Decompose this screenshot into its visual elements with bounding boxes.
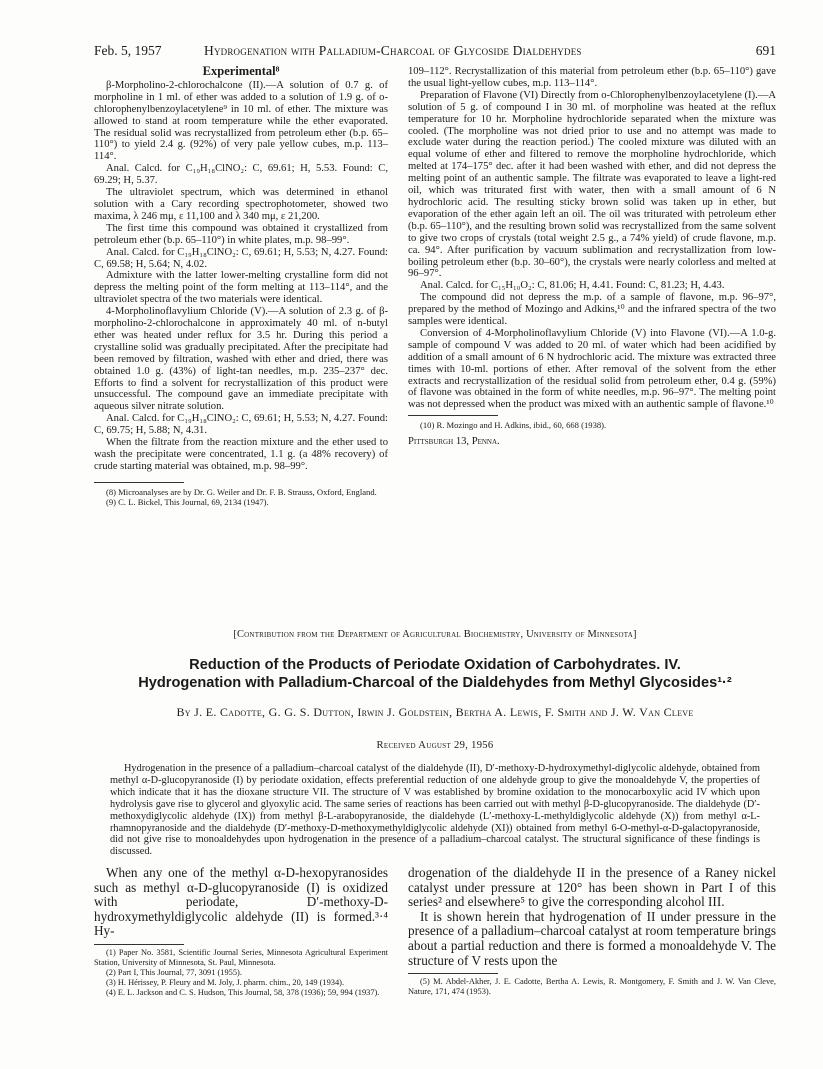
title-line-1: Reduction of the Products of Periodate Oxidation of Carbohydrates. IV. [189, 657, 681, 673]
paragraph: Anal. Calcd. for C₁₅H₁₀O₂: C, 81.06; H, 4.41. Found: C, 81.23; H, 4.43. [420, 280, 725, 292]
footnote: (8) Microanalyses are by Dr. G. Weiler and Dr. F. B. Strauss, Oxford, England. [106, 486, 377, 497]
body-left-column [94, 866, 388, 998]
footnote-rule [94, 482, 184, 483]
received-date: Received August 29, 1956 [376, 740, 494, 751]
contribution-line: [Contribution from the Department of Agricultural Biochemistry, University of Minnesota] [233, 629, 637, 640]
page-number: 691 [755, 43, 776, 58]
left-column [94, 66, 388, 507]
footnote-rule [408, 973, 498, 974]
paragraph: 4-Morpholinoflavylium Chloride (V).—A solution of 2.3 g. of β-morpholino-2-chlorochalcone in approximately 40 ml. of n-butyl ether was heated under reflux for 3.5 hr. During this period a crystalline solid was gradually precipitated. After the precipitate had been removed by filtration, washed with ether and dried, there was obtained 1.0 g. (43%) of light-tan needles, m.p. 235–237° dec. Efforts to find a solvent for recrystallization of this product were unsuccessful. The compound gave an immediate precipitate with aqueous silver nitrate solution. [94, 306, 388, 413]
paragraph: Conversion of 4-Morpholinoflavylium Chloride (V) into Flavone (VI).—A 1.0-g. sample of compound V was added to 20 ml. of water which had been acidified by addition of a small amount of 6 N hydrochloric acid. The mixture was extracted three times with 10-ml. portions of ether. After removal of the solvent from the ether extracts and recrystallization of the residual solid from petroleum ether, 0.4 g. (59%) of flavone was obtained in the form of white needles, m.p. 96–97°. The melting point was not depressed when the product was mixed with an authentic sample of flavone.¹⁰ [408, 327, 776, 411]
footnote: (1) Paper No. 3581, Scientific Journal Series, Minnesota Agricultural Experiment Station, University of Minnesota, St. Paul, Minnesota. [94, 947, 388, 967]
author-list: By J. E. Cadotte, G. G. S. Dutton, Irwin J. Goldstein, Bertha A. Lewis, F. Smith and J. W. Van Cleve [176, 705, 694, 719]
header-title: Hydrogenation with Palladium-Charcoal of Glycoside Dialdehydes [204, 43, 582, 58]
paragraph: Anal. Calcd. for C₁₉H₁₈ClNO₂: C, 69.61; H, 5.53; N, 4.27. Found: C, 69.75; H, 5.88; N, 4.31. [94, 413, 388, 437]
paragraph: When the filtrate from the reaction mixture and the ether used to wash the precipitate were concentrated, 1.1 g. (a 48% recovery) of crude starting material was obtained, m.p. 98–99°. [94, 437, 388, 472]
footnote: (5) M. Abdel-Akher, J. E. Cadotte, Bertha A. Lewis, R. Montgomery, F. Smith and J. W. Van Cleve, Nature, 171, 474 (1953). [408, 977, 776, 997]
paragraph: Preparation of Flavone (VI) Directly from o-Chlorophenylbenzoylacetylene (I).—A solution of 5 g. of compound I in 30 ml. of morpholine was heated at the reflux temperature for 10 hr. Morpholine hydrochloride separated when the mixture was cooled. (The morpholine was not dried prior to use and no attempt was made to exclude water during the reaction period.) The cooled mixture was diluted with an equal volume of ether and filtered to remove the morpholine hydrochloride, which melted at 174–175° dec. after it had been washed with ether, and did not depress the melting point of an authentic sample. The filtrate was evaporated to leave a light-red oil, which was triturated first with water, then with a small amount of 6 N hydrochloric acid. The resulting sticky brown solid was taken up in ether, but evaporation of the ether again left an oil. The oil was triturated with petroleum ether (b.p. 65–110°), and the resulting brown solid was recrystallized from the same solvent to give two crops of crystals (total weight 2.5 g., a 74% yield) of crude flavone, m.p. ca. 94°. After purification by vacuum sublimation and recrystallization from low-boiling petroleum ether (b.p. 30–60°), the crystals were nearly colorless and melted at 96–97°. [408, 89, 776, 280]
article-title [94, 656, 776, 692]
running-header [94, 42, 776, 60]
body-paragraph: When any one of the methyl α-D-hexopyranosides such as methyl α-D-glucopyranoside (I) is oxidized with periodate, D′-methoxy-D-hydroxymethyldiglycolic aldehyde (II) is formed.³·⁴ Hy- [94, 865, 388, 939]
header-date: Feb. 5, 1957 [94, 43, 162, 58]
footnote-rule [408, 415, 498, 416]
footnote: (4) E. L. Jackson and C. S. Hudson, This Journal, 58, 378 (1936); 59, 994 (1937). [106, 987, 380, 997]
paragraph: Anal. Calcd. for C₁₉H₁₈ClNO₂: C, 69.61; H, 5.53; N, 4.27. Found: C, 69.58; H, 5.64; N, 4.02. [94, 246, 388, 270]
paragraph: The compound did not depress the m.p. of a sample of flavone, m.p. 96–97°, prepared by the method of Mozingo and Adkins,¹⁰ and the infrared spectra of the two samples were identical. [408, 292, 776, 328]
body-right-column [408, 866, 776, 997]
body-paragraph: It is shown herein that hydrogenation of II under pressure in the presence of a palladium–charcoal catalyst at room temperature brings about a partial reduction and there is formed a monoaldehyde V. The structure of V rests upon the [408, 908, 776, 968]
footnote: (10) R. Mozingo and H. Adkins, ibid., 60, 668 (1938). [420, 420, 607, 431]
paragraph: Anal. Calcd. for C₁₉H₁₈ClNO₂: C, 69.61; H, 5.53. Found: C, 69.29; H, 5.37. [94, 163, 388, 187]
paragraph: The ultraviolet spectrum, which was determined in ethanol solution with a Cary recording spectrophotometer, showed two maxima, λ 246 mμ, ε 11,100 and λ 340 mμ, ε 21,200. [94, 187, 388, 222]
paragraph: The first time this compound was obtained it crystallized from petroleum ether (b.p. 65–110°) in white plates, m.p. 98–99°. [94, 222, 388, 246]
footnote-rule [94, 944, 184, 945]
section-heading: Experimental⁸ [202, 64, 280, 78]
abstract: Hydrogenation in the presence of a palladium–charcoal catalyst of the dialdehyde (II), D′-methoxy-D-hydroxymethyl-diglycolic aldehyde, obtained from methyl α-D-glucopyranoside (I) by periodate oxidation, effects preferential reduction of one aldehyde group to give the monoaldehyde V, the properties of which indicate that it has the dioxane structure VII. The structure of V was established by bromine oxidation to the monocarboxylic acid IV which upon hydrolysis gave rise to glycerol and glyoxylic acid. The same series of reactions has been carried out with methyl β-D-glucopyranoside. The dialdehyde (D′-methoxydiglycolic aldehyde (IX)) from methyl β-L-arabopyranoside, the dialdehyde (L′-methoxy-L-methyldiglycolic aldehyde (X)) from methyl α-L-rhamnopyranoside and the dialdehyde (D′-methoxy-D-methoxymethyldiglycolic aldehyde (XI)) obtained from methyl 6-O-methyl-α-D-galactopyranoside, did not give rise to monoaldehydes upon hydrogenation in the presence of a palladium–charcoal catalyst. The structural significance of these findings is discussed. [110, 763, 760, 858]
paragraph: Admixture with the latter lower-melting crystalline form did not depress the melting point of the form melting at 113–114°, and the ultraviolet spectra of the two materials were identical. [94, 270, 388, 306]
title-line-2: Hydrogenation with Palladium-Charcoal of the Dialdehydes from Methyl Glycosides¹·² [138, 675, 732, 691]
affiliation-city: Pittsburgh 13, Penna. [408, 436, 500, 448]
paragraph: β-Morpholino-2-chlorochalcone (II).—A solution of 0.7 g. of morpholine in 1 ml. of ether was added to a solution of 1.9 g. of o-chlorophenylbenzoylacetylene⁹ in 10 ml. of ether. The mixture was allowed to stand at room temperature while the ether evaporated. The residual solid was recrystallized from petroleum ether (b.p. 65–110°) to yield 2.4 g. (92%) of very pale yellow cubes, m.p. 113–114°. [94, 79, 388, 163]
footnote: (2) Part I, This Journal, 77, 3091 (1955). [106, 967, 242, 977]
footnote: (3) H. Hérissey, P. Fleury and M. Joly, J. pharm. chim., 20, 149 (1934). [106, 977, 345, 987]
footnote: (9) C. L. Bickel, This Journal, 69, 2134 (1947). [106, 497, 269, 508]
right-column [408, 66, 776, 448]
paragraph: 109–112°. Recrystallization of this material from petroleum ether (b.p. 65–110°) gave the usual light-yellow cubes, m.p. 113–114°. [408, 66, 776, 89]
body-paragraph: drogenation of the dialdehyde II in the presence of a Raney nickel catalyst under pressure at 120° has been shown in Part I of this series² and elsewhere⁵ to give the corresponding alcohol III. [408, 865, 776, 910]
